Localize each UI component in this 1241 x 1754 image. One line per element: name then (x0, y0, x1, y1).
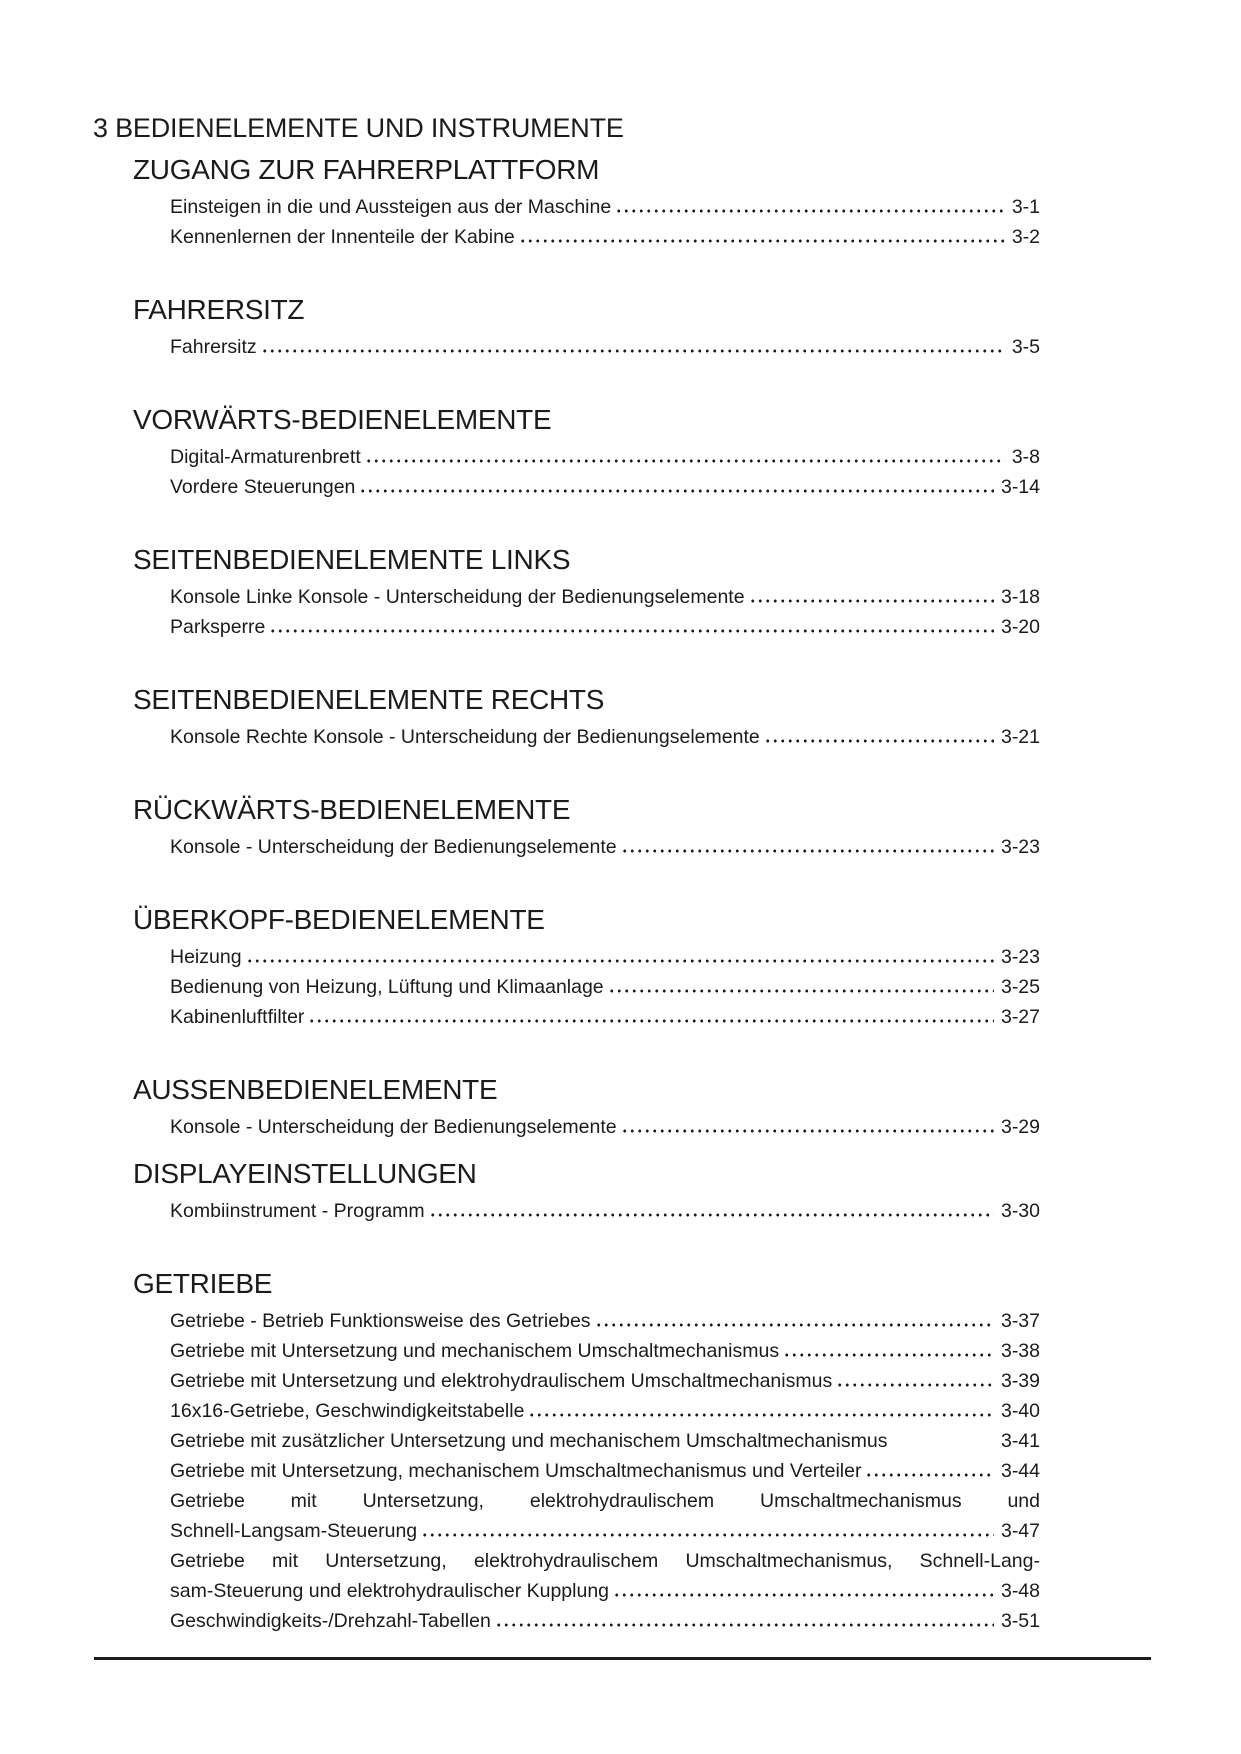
entry-row (170, 472, 1040, 502)
section-entries (170, 1306, 1040, 1636)
toc-section (133, 684, 1040, 752)
dot-leader (621, 832, 994, 862)
dot-leader (246, 942, 994, 972)
section-heading: GETRIEBE (133, 1268, 273, 1299)
entry-label: Getriebe mit Untersetzung und mechanischem Umschaltmechanismus (170, 1340, 780, 1362)
entry-row (170, 222, 1040, 252)
toc-entry (170, 1546, 1040, 1606)
dot-leader (783, 1336, 994, 1366)
entry-row (170, 1516, 1040, 1546)
entry-label: Bedienung von Heizung, Lüftung und Klimaanlage (170, 976, 604, 998)
toc-entry (170, 1456, 1040, 1486)
entry-page-number: 3-39 (1000, 1370, 1040, 1392)
toc-entry (170, 1306, 1040, 1336)
entry-label: Schnell-Langsam-Steuerung (170, 1520, 418, 1542)
entry-page-number: 3-40 (1000, 1400, 1040, 1422)
entry-label: Kombiinstrument - Programm (170, 1200, 425, 1222)
entry-row (170, 1306, 1040, 1336)
entry-row (170, 1576, 1040, 1606)
entry-label: Kabinenluftfilter (170, 1006, 305, 1028)
toc-sections (93, 154, 1241, 1636)
toc-entry (170, 1366, 1040, 1396)
entry-label: Konsole Rechte Konsole - Unterscheidung der Bedienungselemente (170, 726, 760, 748)
section-entries (170, 192, 1040, 252)
entry-label: Konsole Linke Konsole - Unterscheidung der Bedienungselemente (170, 586, 745, 608)
entry-page-number: 3-30 (1000, 1200, 1040, 1222)
entry-page-number: 3-18 (1000, 586, 1040, 608)
entry-label: Kennenlernen der Innenteile der Kabine (170, 226, 515, 248)
entry-row (170, 1336, 1040, 1366)
dot-leader (261, 332, 1005, 362)
dot-leader (608, 972, 994, 1002)
dot-leader (615, 192, 1005, 222)
entry-row (170, 722, 1040, 752)
toc-section (133, 904, 1040, 1032)
entry-label: Getriebe mit Untersetzung und elektrohydraulischem Umschaltmechanismus (170, 1370, 833, 1392)
section-heading: SEITENBEDIENELEMENTE LINKS (133, 544, 571, 575)
entry-page-number: 3-8 (1011, 446, 1040, 468)
section-heading: FAHRERSITZ (133, 294, 305, 325)
section-entries (170, 1112, 1040, 1142)
entry-label: Konsole - Unterscheidung der Bedienungselemente (170, 836, 617, 858)
toc-entry (170, 722, 1040, 752)
entry-label: Getriebe mit Untersetzung, mechanischem Umschaltmechanismus und Verteiler (170, 1460, 862, 1482)
dot-leader (621, 1112, 994, 1142)
section-entries (170, 942, 1040, 1032)
section-heading: ZUGANG ZUR FAHRERPLATTFORM (133, 154, 600, 185)
entry-label: Einsteigen in die und Aussteigen aus der Maschine (170, 196, 612, 218)
dot-leader (764, 722, 994, 752)
entry-label: Konsole - Unterscheidung der Bedienungselemente (170, 1116, 617, 1138)
dot-leader (595, 1306, 994, 1336)
entry-page-number: 3-29 (1000, 1116, 1040, 1138)
entry-page-number: 3-38 (1000, 1340, 1040, 1362)
entry-row (170, 582, 1040, 612)
entry-page-number: 3-25 (1000, 976, 1040, 998)
entry-label-line1: Getriebe mit Untersetzung, elektrohydraulischem Umschaltmechanismus, Schnell-Lang- (170, 1550, 1040, 1572)
entry-label: Digital-Armaturenbrett (170, 446, 361, 468)
entry-label: Heizung (170, 946, 242, 968)
entry-page-number: 3-21 (1000, 726, 1040, 748)
entry-label: 16x16-Getriebe, Geschwindigkeitstabelle (170, 1400, 525, 1422)
toc-entry (170, 1002, 1040, 1032)
entry-page-number: 3-51 (1000, 1610, 1040, 1632)
entry-row (170, 192, 1040, 222)
toc-entry (170, 582, 1040, 612)
entry-label: Vordere Steuerungen (170, 476, 356, 498)
section-entries (170, 1196, 1040, 1226)
entry-page-number: 3-44 (1000, 1460, 1040, 1482)
chapter-title: 3 BEDIENELEMENTE UND INSTRUMENTE (93, 113, 624, 143)
toc-entry (170, 612, 1040, 642)
dot-leader (891, 1426, 994, 1456)
section-entries (170, 582, 1040, 642)
toc-section (133, 1268, 1040, 1636)
entry-row (170, 442, 1040, 472)
entry-row (170, 332, 1040, 362)
section-heading: VORWÄRTS-BEDIENELEMENTE (133, 404, 552, 435)
entry-row (170, 1426, 1040, 1456)
dot-leader (495, 1606, 994, 1636)
dot-leader (429, 1196, 994, 1226)
entry-page-number: 3-5 (1011, 336, 1040, 358)
toc-entry (170, 332, 1040, 362)
section-heading: AUSSENBEDIENELEMENTE (133, 1074, 498, 1105)
toc-entry (170, 942, 1040, 972)
entry-page-number: 3-23 (1000, 946, 1040, 968)
entry-label: sam-Steuerung und elektrohydraulischer Kupplung (170, 1580, 610, 1602)
toc-entry (170, 472, 1040, 502)
toc-section (133, 544, 1040, 642)
dot-leader (613, 1576, 994, 1606)
entry-row (170, 832, 1040, 862)
toc-entry (170, 1606, 1040, 1636)
toc-entry (170, 192, 1040, 222)
entry-page-number: 3-41 (1000, 1430, 1040, 1452)
section-heading: DISPLAYEINSTELLUNGEN (133, 1158, 477, 1189)
entry-page-number: 3-27 (1000, 1006, 1040, 1028)
entry-page-number: 3-37 (1000, 1310, 1040, 1332)
dot-leader (528, 1396, 994, 1426)
entry-page-number: 3-23 (1000, 836, 1040, 858)
entry-row (170, 1456, 1040, 1486)
entry-page-number: 3-47 (1000, 1520, 1040, 1542)
entry-row (170, 972, 1040, 1002)
entry-label: Geschwindigkeits-/Drehzahl-Tabellen (170, 1610, 491, 1632)
toc-section (133, 794, 1040, 862)
entry-row (170, 1112, 1040, 1142)
section-heading: SEITENBEDIENELEMENTE RECHTS (133, 684, 605, 715)
entry-page-number: 3-48 (1000, 1580, 1040, 1602)
toc-section (133, 1158, 1040, 1226)
dot-leader (519, 222, 1005, 252)
section-entries (170, 722, 1040, 752)
toc-section (133, 154, 1040, 252)
dot-leader (749, 582, 994, 612)
section-heading: ÜBERKOPF-BEDIENELEMENTE (133, 904, 545, 935)
entry-row (170, 1606, 1040, 1636)
toc-entry (170, 1486, 1040, 1546)
toc-entry (170, 1426, 1040, 1456)
toc-entry (170, 1396, 1040, 1426)
section-entries (170, 332, 1040, 362)
entry-label-line1: Getriebe mit Untersetzung, elektrohydraulischem Umschaltmechanismus und (170, 1490, 1040, 1512)
entry-label: Parksperre (170, 616, 266, 638)
toc-entry (170, 222, 1040, 252)
toc-entry (170, 972, 1040, 1002)
dot-leader (836, 1366, 994, 1396)
entry-label: Getriebe - Betrieb Funktionsweise des Getriebes (170, 1310, 591, 1332)
entry-page-number: 3-14 (1000, 476, 1040, 498)
entry-page-number: 3-1 (1011, 196, 1040, 218)
entry-row (170, 1366, 1040, 1396)
toc-entry (170, 832, 1040, 862)
dot-leader (308, 1002, 994, 1032)
toc-entry (170, 1336, 1040, 1366)
section-entries (170, 832, 1040, 862)
toc-entry (170, 442, 1040, 472)
dot-leader (269, 612, 994, 642)
toc-entry (170, 1112, 1040, 1142)
entry-row (170, 942, 1040, 972)
entry-row (170, 1002, 1040, 1032)
entry-row (170, 1396, 1040, 1426)
toc-section (133, 294, 1040, 362)
entry-page-number: 3-20 (1000, 616, 1040, 638)
toc-section (133, 404, 1040, 502)
toc-section (133, 1074, 1040, 1142)
entry-row (170, 1196, 1040, 1226)
dot-leader (865, 1456, 994, 1486)
entry-row (170, 612, 1040, 642)
dot-leader (365, 442, 1005, 472)
entry-label: Getriebe mit zusätzlicher Untersetzung und mechanischem Umschaltmechanismus (170, 1430, 888, 1452)
entry-label: Fahrersitz (170, 336, 257, 358)
dot-leader (359, 472, 994, 502)
dot-leader (421, 1516, 994, 1546)
toc-entry (170, 1196, 1040, 1226)
entry-page-number: 3-2 (1011, 226, 1040, 248)
footer-rule (94, 1657, 1151, 1660)
section-entries (170, 442, 1040, 502)
section-heading: RÜCKWÄRTS-BEDIENELEMENTE (133, 794, 571, 825)
